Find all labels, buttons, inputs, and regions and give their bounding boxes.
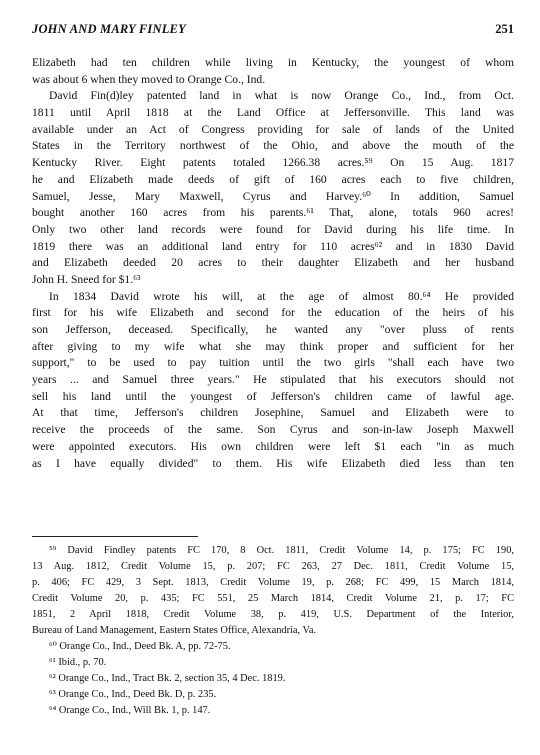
- body-line: Kentucky River. Eight patents totaled 1266.38 acres.⁵⁹ On 15 Aug. 1817: [32, 156, 514, 170]
- footnote-line: 13 Aug. 1812, Credit Volume 15, p. 207; FC 263, 27 Dec. 1811, Credit Volume 15,: [32, 561, 514, 572]
- body-line: In 1834 David wrote his will, at the age of almost 80.⁶⁴ He provided: [49, 289, 514, 303]
- body-line: States in the Territory northwest of the Ohio, and above the mouth of the: [32, 139, 514, 153]
- body-line: Samuel, Jesse, Mary Maxwell, Cyrus and Harvey.⁶⁰ In addition, Samuel: [32, 189, 514, 203]
- footnote-line: 1851, 2 April 1818, Credit Volume 38, p. 419, U.S. Department of the Interior,: [32, 609, 514, 620]
- body-line: years ... and Samuel three years." He stipulated that his executors should not: [32, 373, 514, 387]
- body-line: bought another 160 acres from his parents.⁶¹ That, alone, totals 960 acres!: [32, 206, 514, 220]
- footnote-line: p. 406; FC 429, 3 Sept. 1813, Credit Volume 19, p. 268; FC 499, 15 March 1814,: [32, 577, 514, 588]
- body-line: after giving to my wife what she may think proper and sufficient for her: [32, 339, 514, 353]
- body-line: Elizabeth had ten children while living in Kentucky, the youngest of whom: [32, 56, 514, 69]
- body-line: sell his land until the youngest of Jefferson's children came of lawful age.: [32, 389, 514, 403]
- footnote-line: Bureau of Land Management, Eastern States Office, Alexandria, Va.: [32, 625, 317, 636]
- body-line: was about 6 when they moved to Orange Co., Ind.: [32, 72, 266, 86]
- body-line: 1819 there was an additional land entry for 110 acres⁶² and in 1830 David: [32, 239, 514, 253]
- body-line: and Elizabeth deeded 20 acres to their daughter Elizabeth and her husband: [32, 256, 514, 270]
- body-line: first for his wife Elizabeth and second for the education of the heirs of his: [32, 306, 514, 320]
- body-text: [32, 55, 514, 472]
- footnotes: [32, 543, 514, 719]
- body-line: available under an Act of Congress providing for sale of lands of the United: [32, 122, 514, 136]
- running-head: JOHN AND MARY FINLEY: [32, 22, 186, 36]
- body-line: support," to be used to pay tuition until the two girls "shall each have two: [32, 356, 514, 370]
- footnote-line: ⁶¹ Ibid., p. 70.: [49, 657, 107, 668]
- footnote-line: ⁶⁴ Orange Co., Ind., Will Bk. 1, p. 147.: [49, 705, 211, 716]
- body-line: David Fin(d)ley patented land in what is now Orange Co., Ind., from Oct.: [49, 89, 514, 103]
- body-line: At that time, Jefferson's children Josephine, Samuel and Elizabeth were to: [32, 406, 514, 420]
- body-line: Only two other land records were found for David during his life time. In: [32, 222, 514, 236]
- footnote-line: ⁶² Orange Co., Ind., Tract Bk. 2, section 35, 4 Dec. 1819.: [49, 673, 286, 684]
- footnote-divider: [32, 536, 198, 537]
- body-line: son Jefferson, deceased. Specifically, he wanted any "over pluss of rents: [32, 323, 514, 336]
- footnote-line: Credit Volume 20, p. 435; FC 551, 25 March 1814, Credit Volume 21, p. 17; FC: [32, 593, 514, 604]
- footnote-line: ⁶³ Orange Co., Ind., Deed Bk. D, p. 235.: [49, 689, 217, 700]
- footnote-line: ⁶⁰ Orange Co., Ind., Deed Bk. A, pp. 72-75.: [49, 641, 231, 652]
- footnote-line: ⁵⁹ David Findley patents FC 170, 8 Oct. 1811, Credit Volume 14, p. 175; FC 190,: [49, 545, 514, 556]
- body-line: 1811 until April 1818 at the Land Office at Jeffersonville. This land was: [32, 106, 514, 120]
- body-line: John H. Sneed for $1.⁶³: [32, 272, 141, 286]
- body-line: as I have equally divided" to them. His wife Elizabeth died less than ten: [32, 456, 514, 470]
- page-number: 251: [495, 22, 514, 36]
- body-line: he and Elizabeth made deeds of gift of 160 acres each to five children,: [32, 172, 514, 186]
- body-line: receive the proceeds of the same. Son Cyrus and son-in-law Joseph Maxwell: [32, 423, 514, 437]
- page-header: [32, 22, 514, 42]
- body-line: were appointed executors. His own children were left $1 each "in as much: [32, 439, 514, 453]
